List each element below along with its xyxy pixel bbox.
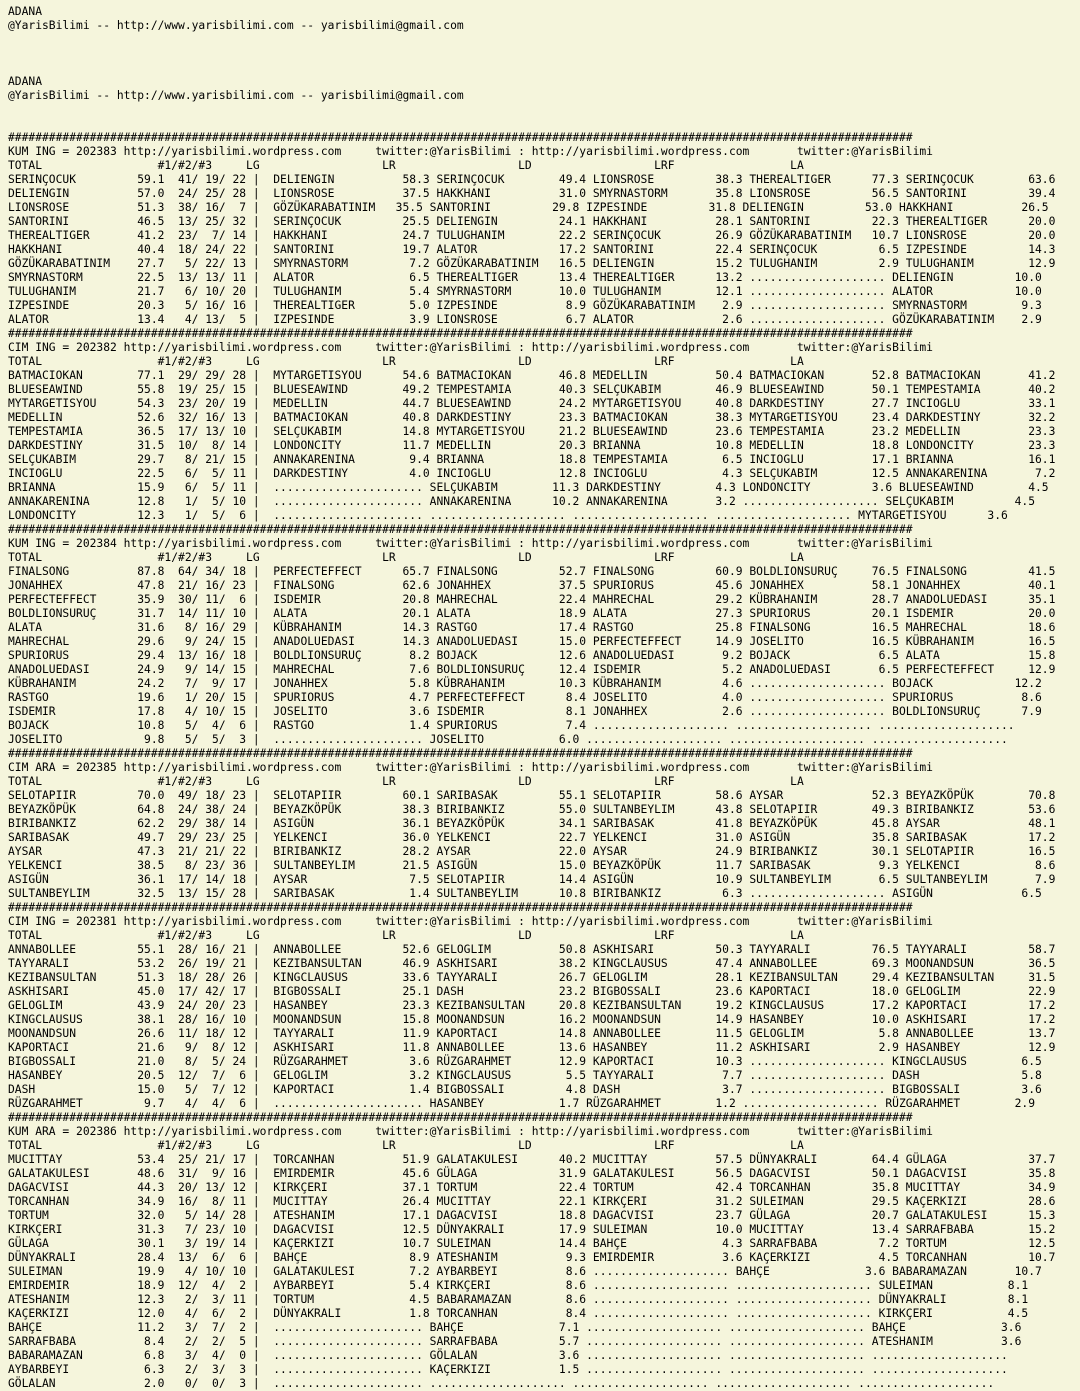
- text-line: ALATA 31.6 8/ 16/ 29 | KÜBRAHANIM 14.3 RASTGO 17.4 RASTGO 25.8 FINALSONG 16.5 MAHRECHAL 18.6: [8, 621, 1056, 634]
- separator-line: #####################################################################################################################################: [8, 747, 913, 760]
- text-line: MOONANDSUN 26.6 11/ 18/ 12 | TAYYARALI 11.9 KAPORTACI 14.8 ANNABOLLEE 11.5 GELOGLIM 5.8 ANNABOLLEE 13.7: [8, 1027, 1056, 1040]
- text-line: BAHÇE 11.2 3/ 7/ 2 | ...................... BAHÇE 7.1 .................... .................... BAHÇE 3.6: [8, 1321, 1022, 1334]
- text-line: BIRIBANKIZ 62.2 29/ 38/ 14 | ASIGÜN 36.1 BEYAZKÖPÜK 34.1 SARIBASAK 41.8 BEYAZKÖPÜK 45.8 AYSAR 48.1: [8, 817, 1056, 830]
- text-line: BATMACIOKAN 77.1 29/ 29/ 28 | MYTARGETISYOU 54.6 BATMACIOKAN 46.8 MEDELLIN 50.4 BATMACIOKAN 52.8 BATMACIOKAN 41.2: [8, 369, 1056, 382]
- text-line: THEREALTIGER 41.2 23/ 7/ 14 | HAKKHANI 24.7 TULUGHANIM 22.2 SERINÇOCUK 26.9 GÖZÜKARABATINIM 10.7 LIONSROSE 20.0: [8, 229, 1056, 242]
- text-line: SERINÇOCUK 59.1 41/ 19/ 22 | DELIENGIN 58.3 SERINÇOCUK 49.4 LIONSROSE 38.3 THEREALTIGER 77.3 SERINÇOCUK 63.6: [8, 173, 1056, 186]
- separator-line: #####################################################################################################################################: [8, 1111, 913, 1124]
- text-line: BRIANNA 15.9 6/ 5/ 11 | ...................... SELÇUKABIM 11.3 DARKDESTINY 4.3 LONDONCITY 3.6 BLUESEAWIND 4.5: [8, 481, 1049, 494]
- text-line: KUM ING = 202383 http://yarisbilimi.wordpress.com twitter:@YarisBilimi : http://yarisbilimi.wordpress.com twitter:@YarisBilimi: [8, 145, 933, 158]
- text-line: DAGACVISI 44.3 20/ 13/ 12 | KIRKÇERI 37.1 TORTUM 22.4 TORTUM 42.4 TORCANHAN 35.8 MUCITTAY 34.9: [8, 1181, 1056, 1194]
- text-line: BOJACK 10.8 5/ 4/ 6 | RASTGO 1.4 SPURIORUS 7.4 .................... .................... ....................: [8, 719, 1015, 732]
- text-line: LONDONCITY 12.3 1/ 5/ 6 | ...................... .................... .................... .................... MYTARGETISYOU 3.6: [8, 509, 1008, 522]
- text-line: MEDELLIN 52.6 32/ 16/ 13 | BATMACIOKAN 40.8 DARKDESTINY 23.3 BATMACIOKAN 38.3 MYTARGETISYOU 23.4 DARKDESTINY 32.2: [8, 411, 1056, 424]
- text-line: TOTAL #1/#2/#3 LG LR LD LRF LA: [8, 929, 804, 942]
- separator-line: #####################################################################################################################################: [8, 523, 913, 536]
- text-line: KAPORTACI 21.6 9/ 8/ 12 | ASKHISARI 11.8 ANNABOLLEE 13.6 HASANBEY 11.2 ASKHISARI 2.9 HASANBEY 12.9: [8, 1041, 1056, 1054]
- text-line: GÖLALAN 2.0 0/ 0/ 3 | ...................... .................... .................... .................... ....................: [8, 1377, 995, 1390]
- text-line: TORCANHAN 34.9 16/ 8/ 11 | MUCITTAY 26.4 MUCITTAY 22.1 KIRKÇERI 31.2 SULEIMAN 29.5 KAÇERKIZI 28.6: [8, 1195, 1056, 1208]
- text-line: FINALSONG 87.8 64/ 34/ 18 | PERFECTEFFECT 65.7 FINALSONG 52.7 FINALSONG 60.9 BOLDLIONSURUÇ 76.5 FINALSONG 41.5: [8, 565, 1056, 578]
- text-line: ATESHANIM 12.3 2/ 3/ 11 | TORTUM 4.5 BABARAMAZAN 8.6 .................... .................... DÜNYAKRALI 8.1: [8, 1293, 1029, 1306]
- text-line: KUM ING = 202384 http://yarisbilimi.wordpress.com twitter:@YarisBilimi : http://yarisbilimi.wordpress.com twitter:@YarisBilimi: [8, 537, 933, 550]
- text-line: KUM ARA = 202386 http://yarisbilimi.wordpress.com twitter:@YarisBilimi : http://yarisbilimi.wordpress.com twitter:@YarisBilimi: [8, 1125, 933, 1138]
- text-line: ANNAKARENINA 12.8 1/ 5/ 10 | ...................... ANNAKARENINA 10.2 ANNAKARENINA 3.2 .................... SELÇUKABIM 4.5: [8, 495, 1035, 508]
- text-line: ANADOLUEDASI 24.9 9/ 14/ 15 | MAHRECHAL 7.6 BOLDLIONSURUÇ 12.4 ISDEMIR 5.2 ANADOLUEDASI 6.5 PERFECTEFFECT 12.9: [8, 663, 1056, 676]
- text-line: KÜBRAHANIM 24.2 7/ 9/ 17 | JONAHHEX 5.8 KÜBRAHANIM 10.3 KÜBRAHANIM 4.6 .................... BOJACK 12.2: [8, 677, 1042, 690]
- text-line: IZPESINDE 20.3 5/ 16/ 16 | THEREALTIGER 5.0 IZPESINDE 8.9 GÖZÜKARABATINIM 2.9 .................... SMYRNASTORM 9.3: [8, 299, 1042, 312]
- text-line: ADANA: [8, 75, 43, 88]
- text-line: MAHRECHAL 29.6 9/ 24/ 15 | ANADOLUEDASI 14.3 ANADOLUEDASI 15.0 PERFECTEFFECT 14.9 JOSELITO 16.5 KÜBRAHANIM 16.5: [8, 635, 1056, 648]
- text-line: HAKKHANI 40.4 18/ 24/ 22 | SANTORINI 19.7 ALATOR 17.2 SANTORINI 22.4 SERINÇOCUK 6.5 IZPESINDE 14.3: [8, 243, 1056, 256]
- text-line: KEZIBANSULTAN 51.3 18/ 28/ 26 | KINGCLAUSUS 33.6 TAYYARALI 26.7 GELOGLIM 28.1 KEZIBANSULTAN 29.4 KEZIBANSULTAN 31.5: [8, 971, 1056, 984]
- text-line: ANNABOLLEE 55.1 28/ 16/ 21 | ANNABOLLEE 52.6 GELOGLIM 50.8 ASKHISARI 50.3 TAYYARALI 76.5 TAYYARALI 58.7: [8, 943, 1056, 956]
- separator-line: #####################################################################################################################################: [8, 131, 913, 144]
- text-line: TOTAL #1/#2/#3 LG LR LD LRF LA: [8, 775, 804, 788]
- text-line: CIM ING = 202381 http://yarisbilimi.wordpress.com twitter:@YarisBilimi : http://yarisbilimi.wordpress.com twitter:@YarisBilimi: [8, 915, 933, 928]
- text-line: RASTGO 19.6 1/ 20/ 15 | SPURIORUS 4.7 PERFECTEFFECT 8.4 JOSELITO 4.0 .................... SPURIORUS 8.6: [8, 691, 1042, 704]
- text-line: @YarisBilimi -- http://www.yarisbilimi.com -- yarisbilimi@gmail.com: [8, 89, 464, 102]
- text-line: CIM ARA = 202385 http://yarisbilimi.wordpress.com twitter:@YarisBilimi : http://yarisbilimi.wordpress.com twitter:@YarisBilimi: [8, 761, 933, 774]
- separator-line: #####################################################################################################################################: [8, 327, 913, 340]
- text-line: BEYAZKÖPÜK 64.8 24/ 38/ 24 | BEYAZKÖPÜK 38.3 BIRIBANKIZ 55.0 SULTANBEYLIM 43.8 SELOTAPIIR 49.3 BIRIBANKIZ 53.6: [8, 803, 1056, 816]
- text-line: DELIENGIN 57.0 24/ 25/ 28 | LIONSROSE 37.5 HAKKHANI 31.0 SMYRNASTORM 35.8 LIONSROSE 56.5 SANTORINI 39.4: [8, 187, 1056, 200]
- text-line: JONAHHEX 47.8 21/ 16/ 23 | FINALSONG 62.6 JONAHHEX 37.5 SPURIORUS 45.6 JONAHHEX 58.1 JONAHHEX 40.1: [8, 579, 1056, 592]
- text-line: CIM ING = 202382 http://yarisbilimi.wordpress.com twitter:@YarisBilimi : http://yarisbilimi.wordpress.com twitter:@YarisBilimi: [8, 341, 933, 354]
- text-line: TOTAL #1/#2/#3 LG LR LD LRF LA: [8, 1139, 804, 1152]
- text-line: SANTORINI 46.5 13/ 25/ 32 | SERINÇOCUK 25.5 DELIENGIN 24.1 HAKKHANI 28.1 SANTORINI 22.3 THEREALTIGER 20.0: [8, 215, 1056, 228]
- text-line: SELOTAPIIR 70.0 49/ 18/ 23 | SELOTAPIIR 60.1 SARIBASAK 55.1 SELOTAPIIR 58.6 AYSAR 52.3 BEYAZKÖPÜK 70.8: [8, 789, 1056, 802]
- text-line: AYSAR 47.3 21/ 21/ 22 | BIRIBANKIZ 28.2 AYSAR 22.0 AYSAR 24.9 BIRIBANKIZ 30.1 SELOTAPIIR 16.5: [8, 845, 1056, 858]
- text-line: @YarisBilimi -- http://www.yarisbilimi.com -- yarisbilimi@gmail.com: [8, 19, 464, 32]
- text-line: MUCITTAY 53.4 25/ 21/ 17 | TORCANHAN 51.9 GALATAKULESI 40.2 MUCITTAY 57.5 DÜNYAKRALI 64.4 GÜLAGA 37.7: [8, 1153, 1056, 1166]
- text-line: GALATAKULESI 48.6 31/ 9/ 16 | EMIRDEMIR 45.6 GÜLAGA 31.9 GALATAKULESI 56.5 DAGACVISI 50.1 DAGACVISI 35.8: [8, 1167, 1056, 1180]
- text-line: TORTUM 32.0 5/ 14/ 28 | ATESHANIM 17.1 DAGACVISI 18.8 DAGACVISI 23.7 GÜLAGA 20.7 GALATAKULESI 15.3: [8, 1209, 1056, 1222]
- text-line: SELÇUKABIM 29.7 8/ 21/ 15 | ANNAKARENINA 9.4 BRIANNA 18.8 TEMPESTAMIA 6.5 INCIOGLU 17.1 BRIANNA 16.1: [8, 453, 1056, 466]
- text-line: ASIGÜN 36.1 17/ 14/ 18 | AYSAR 7.5 SELOTAPIIR 14.4 ASIGÜN 10.9 SULTANBEYLIM 6.5 SULTANBEYLIM 7.9: [8, 873, 1056, 886]
- text-line: KINGCLAUSUS 38.1 28/ 16/ 10 | MOONANDSUN 15.8 MOONANDSUN 16.2 MOONANDSUN 14.9 HASANBEY 10.0 ASKHISARI 17.2: [8, 1013, 1056, 1026]
- separator-line: #####################################################################################################################################: [8, 901, 913, 914]
- text-line: GÖZÜKARABATINIM 27.7 5/ 22/ 13 | SMYRNASTORM 7.2 GÖZÜKARABATINIM 16.5 DELIENGIN 15.2 TULUGHANIM 2.9 TULUGHANIM 12.9: [8, 257, 1056, 270]
- text-line: MYTARGETISYOU 54.3 23/ 20/ 19 | MEDELLIN 44.7 BLUESEAWIND 24.2 MYTARGETISYOU 40.8 DARKDESTINY 27.7 INCIOGLU 33.1: [8, 397, 1056, 410]
- text-line: GELOGLIM 43.9 24/ 20/ 23 | HASANBEY 23.3 KEZIBANSULTAN 20.8 KEZIBANSULTAN 19.2 KINGCLAUSUS 17.2 KAPORTACI 17.2: [8, 999, 1056, 1012]
- text-line: KAÇERKIZI 12.0 4/ 6/ 2 | DÜNYAKRALI 1.8 TORCANHAN 8.4 .................... .................... KIRKÇERI 4.5: [8, 1307, 1029, 1320]
- text-line: TAYYARALI 53.2 26/ 19/ 21 | KEZIBANSULTAN 46.9 ASKHISARI 38.2 KINGCLAUSUS 47.4 ANNABOLLEE 69.3 MOONANDSUN 36.5: [8, 957, 1056, 970]
- text-line: LIONSROSE 51.3 38/ 16/ 7 | GÖZÜKARABATINIM 35.5 SANTORINI 29.8 IZPESINDE 31.8 DELIENGIN 53.0 HAKKHANI 26.5: [8, 201, 1049, 214]
- text-line: TEMPESTAMIA 36.5 17/ 13/ 10 | SELÇUKABIM 14.8 MYTARGETISYOU 21.2 BLUESEAWIND 23.6 TEMPESTAMIA 23.2 MEDELLIN 23.3: [8, 425, 1056, 438]
- text-line: ISDEMIR 17.8 4/ 10/ 15 | JOSELITO 3.6 ISDEMIR 8.1 JONAHHEX 2.6 .................... BOLDLIONSURUÇ 7.9: [8, 705, 1042, 718]
- text-line: TOTAL #1/#2/#3 LG LR LD LRF LA: [8, 551, 804, 564]
- text-line: TOTAL #1/#2/#3 LG LR LD LRF LA: [8, 355, 804, 368]
- text-line: DARKDESTINY 31.5 10/ 8/ 14 | LONDONCITY 11.7 MEDELLIN 20.3 BRIANNA 10.8 MEDELLIN 18.8 LONDONCITY 23.3: [8, 439, 1056, 452]
- text-line: AYBARBEYI 6.3 2/ 3/ 3 | ...................... KAÇERKIZI 1.5 .................... .................... ....................: [8, 1363, 1008, 1376]
- text-line: GÜLAGA 30.1 3/ 19/ 14 | KAÇERKIZI 10.7 SULEIMAN 14.4 BAHÇE 4.3 SARRAFBABA 7.2 TORTUM 12.5: [8, 1237, 1056, 1250]
- text-line: BIGBOSSALI 21.0 8/ 5/ 24 | RÜZGARAHMET 3.6 RÜZGARAHMET 12.9 KAPORTACI 10.3 .................... KINGCLAUSUS 6.5: [8, 1055, 1042, 1068]
- text-line: TOTAL #1/#2/#3 LG LR LD LRF LA: [8, 159, 804, 172]
- text-line: INCIOGLU 22.5 6/ 5/ 11 | DARKDESTINY 4.0 INCIOGLU 12.8 INCIOGLU 4.3 SELÇUKABIM 12.5 ANNAKARENINA 7.2: [8, 467, 1056, 480]
- text-line: RÜZGARAHMET 9.7 4/ 4/ 6 | ...................... HASANBEY 1.7 RÜZGARAHMET 1.2 .................... RÜZGARAHMET 2.9: [8, 1097, 1035, 1110]
- text-line: ASKHISARI 45.0 17/ 42/ 17 | BIGBOSSALI 25.1 DASH 23.2 BIGBOSSALI 23.6 KAPORTACI 18.0 GELOGLIM 22.9: [8, 985, 1056, 998]
- text-line: KIRKÇERI 31.3 7/ 23/ 10 | DAGACVISI 12.5 DÜNYAKRALI 17.9 SULEIMAN 10.0 MUCITTAY 13.4 SARRAFBABA 15.2: [8, 1223, 1056, 1236]
- text-line: ADANA: [8, 5, 43, 18]
- text-line: SARIBASAK 49.7 29/ 23/ 25 | YELKENCI 36.0 YELKENCI 22.7 YELKENCI 31.0 ASIGÜN 35.8 SARIBASAK 17.2: [8, 831, 1056, 844]
- text-line: BABARAMAZAN 6.8 3/ 4/ 0 | ...................... GÖLALAN 3.6 .................... .................... ....................: [8, 1349, 1008, 1362]
- text-line: SULTANBEYLIM 32.5 13/ 15/ 28 | SARIBASAK 1.4 SULTANBEYLIM 10.8 BIRIBANKIZ 6.3 .................... ASIGÜN 6.5: [8, 887, 1042, 900]
- text-line: BOLDLIONSURUÇ 31.7 14/ 11/ 10 | ALATA 20.1 ALATA 18.9 ALATA 27.3 SPURIORUS 20.1 ISDEMIR 20.0: [8, 607, 1056, 620]
- text-line: DÜNYAKRALI 28.4 13/ 6/ 6 | BAHÇE 8.9 ATESHANIM 9.3 EMIRDEMIR 3.6 KAÇERKIZI 4.5 TORCANHAN 10.7: [8, 1251, 1056, 1264]
- text-line: BLUESEAWIND 55.8 19/ 25/ 15 | BLUESEAWIND 49.2 TEMPESTAMIA 40.3 SELÇUKABIM 46.9 BLUESEAWIND 50.1 TEMPESTAMIA 40.2: [8, 383, 1056, 396]
- text-line: JOSELITO 9.8 5/ 5/ 3 | ...................... JOSELITO 6.0 .................... .................... ....................: [8, 733, 1008, 746]
- text-line: SARRAFBABA 8.4 2/ 2/ 5 | ...................... SARRAFBABA 5.7 .................... .................... ATESHANIM 3.6: [8, 1335, 1022, 1348]
- text-line: TULUGHANIM 21.7 6/ 10/ 20 | TULUGHANIM 5.4 SMYRNASTORM 10.0 TULUGHANIM 12.1 .................... ALATOR 10.0: [8, 285, 1042, 298]
- text-line: SPURIORUS 29.4 13/ 16/ 18 | BOLDLIONSURUÇ 8.2 BOJACK 12.6 ANADOLUEDASI 9.2 BOJACK 6.5 ALATA 15.8: [8, 649, 1056, 662]
- text-line: EMIRDEMIR 18.9 12/ 4/ 2 | AYBARBEYI 5.4 KIRKÇERI 8.6 .................... .................... SULEIMAN 8.1: [8, 1279, 1029, 1292]
- text-line: DASH 15.0 5/ 7/ 12 | KAPORTACI 1.4 BIGBOSSALI 4.8 DASH 3.7 .................... BIGBOSSALI 3.6: [8, 1083, 1042, 1096]
- text-line: SULEIMAN 19.9 4/ 10/ 10 | GALATAKULESI 7.2 AYBARBEYI 8.6 .................... BAHÇE 3.6 BABARAMAZAN 10.7: [8, 1265, 1042, 1278]
- text-line: PERFECTEFFECT 35.9 30/ 11/ 6 | ISDEMIR 20.8 MAHRECHAL 22.4 MAHRECHAL 29.2 KÜBRAHANIM 28.7 ANADOLUEDASI 35.1: [8, 593, 1056, 606]
- text-line: HASANBEY 20.5 12/ 7/ 6 | GELOGLIM 3.2 KINGCLAUSUS 5.5 TAYYARALI 7.7 .................... DASH 5.8: [8, 1069, 1042, 1082]
- text-line: YELKENCI 38.5 8/ 23/ 36 | SULTANBEYLIM 21.5 ASIGÜN 15.0 BEYAZKÖPÜK 11.7 SARIBASAK 9.3 YELKENCI 8.6: [8, 859, 1056, 872]
- text-line: SMYRNASTORM 22.5 13/ 13/ 11 | ALATOR 6.5 THEREALTIGER 13.4 THEREALTIGER 13.2 .................... DELIENGIN 10.0: [8, 271, 1042, 284]
- text-line: ALATOR 13.4 4/ 13/ 5 | IZPESINDE 3.9 LIONSROSE 6.7 ALATOR 2.6 .................... GÖZÜKARABATINIM 2.9: [8, 313, 1042, 326]
